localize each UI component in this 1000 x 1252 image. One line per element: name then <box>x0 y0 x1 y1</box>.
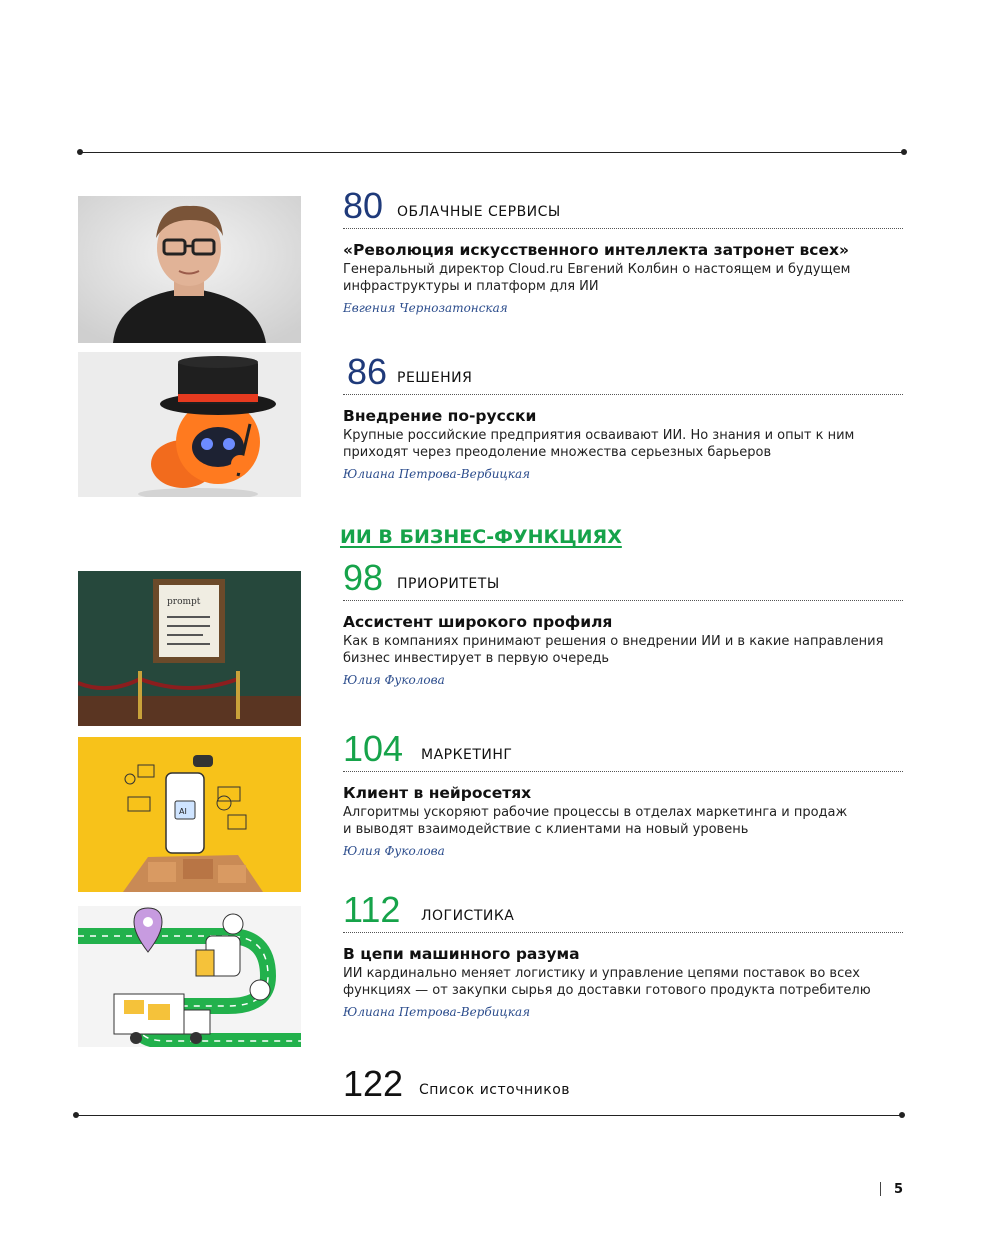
section-label: ЛОГИСТИКА <box>421 908 515 924</box>
top-rule <box>80 152 904 153</box>
section-label: МАРКЕТИНГ <box>421 747 513 763</box>
portrait-photo <box>78 196 301 343</box>
page-number: 112 <box>343 889 401 930</box>
article-author: Евгения Чернозатонская <box>343 301 508 315</box>
framed-prompt-illustration <box>78 571 301 726</box>
toc-entry[interactable] <box>343 728 903 858</box>
article-author: Юлия Фуколова <box>343 844 445 858</box>
page-number: 98 <box>343 557 384 598</box>
toc-entry[interactable] <box>343 185 903 315</box>
article-description: Генеральный директор Cloud.ru Евгений Колбин о настоящем и будущем инфраструктуры и платформ для ИИ <box>343 262 851 294</box>
page-number: 104 <box>343 728 404 769</box>
toc-entry[interactable] <box>343 557 903 687</box>
marketing-phone-illustration <box>78 737 301 892</box>
section-label: ОБЛАЧНЫЕ СЕРВИСЫ <box>397 204 561 220</box>
article-description: Алгоритмы ускоряют рабочие процессы в отделах маркетинга и продаж и выводят взаимодействие с клиентами на новый уровень <box>343 805 848 837</box>
chip-text: AI <box>179 807 187 816</box>
sources-page-number: 122 <box>343 1063 404 1104</box>
logistics-illustration <box>78 906 301 1047</box>
page-number: 80 <box>343 185 384 226</box>
article-title: В цепи машинного разума <box>343 945 580 963</box>
folio: 5 <box>894 1182 904 1197</box>
article-author: Юлиана Петрова-Вербицкая <box>343 467 531 481</box>
frame-text: prompt <box>167 597 201 607</box>
article-title: Внедрение по-русски <box>343 407 537 425</box>
article-description: Крупные российские предприятия осваивают ИИ. Но знания и опыт к ним приходят через преодоление множества серьезных барьеров <box>343 428 855 460</box>
article-description: ИИ кардинально меняет логистику и управление цепями поставок во всех функциях — от закупки сырья до доставки готового продукта потребителю <box>343 966 871 998</box>
article-author: Юлиана Петрова-Вербицкая <box>343 1005 531 1019</box>
page-number: 86 <box>347 351 388 392</box>
section-label: РЕШЕНИЯ <box>397 370 473 386</box>
section-label: ПРИОРИТЕТЫ <box>397 576 500 592</box>
toc-entry[interactable] <box>343 889 903 1019</box>
article-title: «Революция искусственного интеллекта затронет всех» <box>343 241 849 259</box>
bottom-rule <box>76 1115 902 1116</box>
section-heading: ИИ В БИЗНЕС-ФУНКЦИЯХ <box>340 526 622 548</box>
article-description: Как в компаниях принимают решения о внедрении ИИ и в какие направления бизнес инвестирует в первую очередь <box>343 634 884 666</box>
article-author: Юлия Фуколова <box>343 673 445 687</box>
sources-entry[interactable] <box>343 1064 903 1104</box>
article-title: Клиент в нейросетях <box>343 784 532 802</box>
robot-illustration <box>78 352 301 497</box>
toc-entry[interactable] <box>343 351 903 481</box>
page-number-divider <box>880 1182 881 1196</box>
sources-label: Список источников <box>419 1082 571 1098</box>
article-title: Ассистент широкого профиля <box>343 613 613 631</box>
